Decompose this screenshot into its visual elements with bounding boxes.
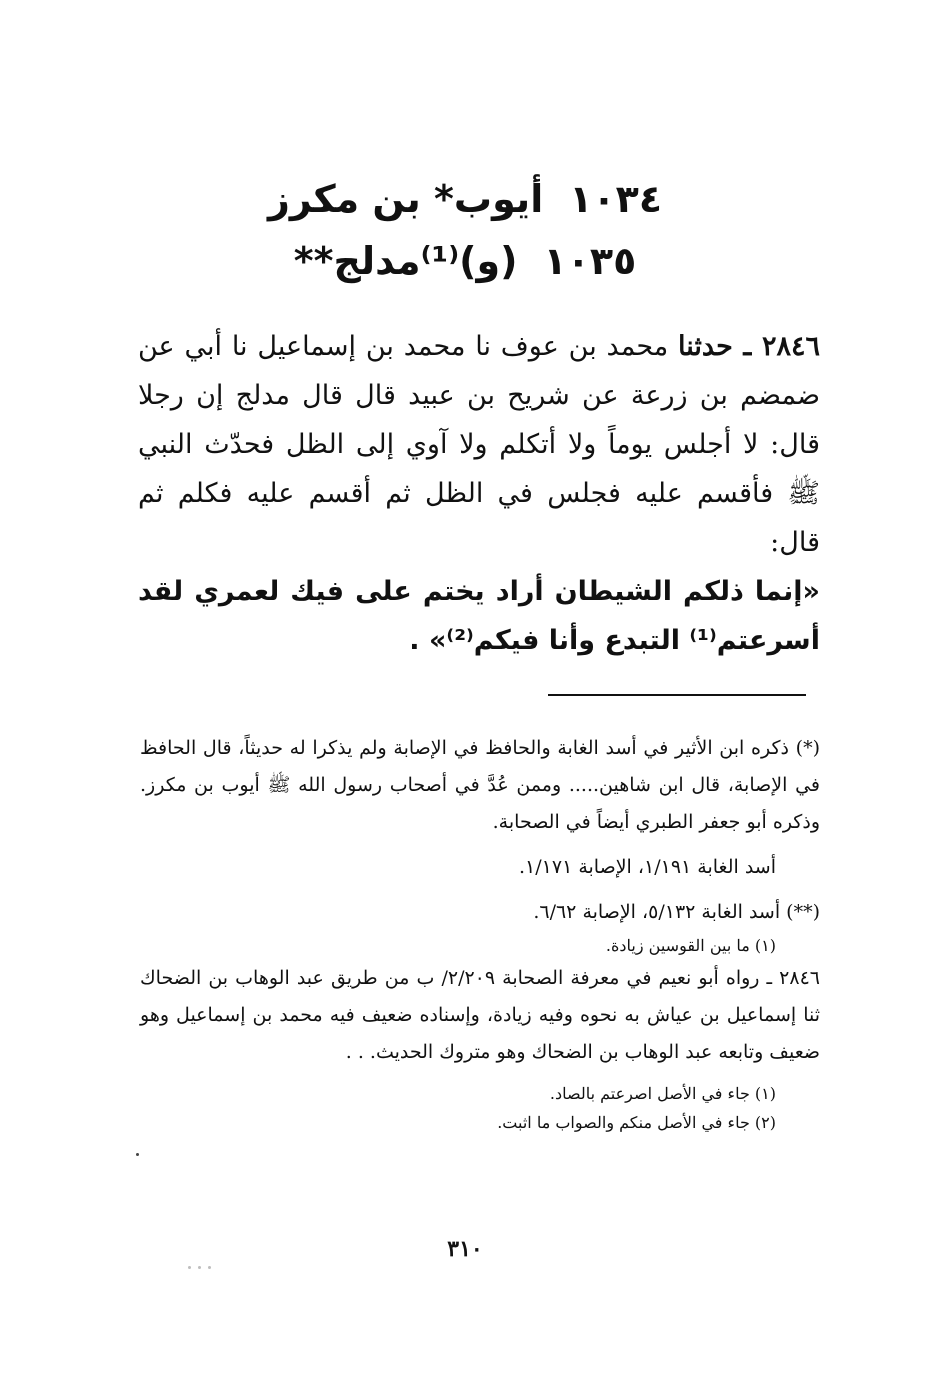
footnote-star-references: أسد الغابة ١/١٩١، الإصابة ١/١٧١. bbox=[519, 856, 776, 878]
entry-heading-ayyub bbox=[0, 168, 930, 230]
hadith-quote: «إنما ذلكم الشيطان أراد يختم على فيك لعمري لقد أسرعتم⁽¹⁾ التبدع وأنا فيكم⁽²⁾» . bbox=[138, 576, 820, 656]
page-number: ٣١٠ bbox=[447, 1236, 483, 1262]
footnote-2-original: (٢) جاء في الأصل منكم والصواب ما اثبت. bbox=[497, 1113, 776, 1132]
scan-speck bbox=[136, 1153, 139, 1156]
footnote-1-original: (١) جاء في الأصل اصرعتم بالصاد. bbox=[549, 1084, 776, 1103]
footnote-double-star: (**) أسد الغابة ٥/١٣٢، الإصابة ٦/٦٢. bbox=[533, 901, 820, 923]
scan-speck bbox=[188, 1266, 191, 1269]
footnote-takhrij: ٢٨٤٦ ـ رواه أبو نعيم في معرفة الصحابة ٢/٢٠٩/ ب من طريق عبد الوهاب بن الضحاك ثنا إسماعيل بن عياش به نحوه وفيه زيادة، وإسناده ضعيف فيه محمد بن إسماعيل وهو ضعيف وتابعه عبد الوهاب بن الضحاك وهو متروك الحديث. . . bbox=[140, 967, 820, 1063]
entry-heading-mudlij bbox=[0, 230, 930, 292]
scan-speck bbox=[198, 1266, 201, 1269]
entry-headings bbox=[0, 168, 930, 292]
entry-number: ١٠٣٥ bbox=[543, 239, 637, 283]
hadith-number-label: ٢٨٤٦ ـ حدثنا bbox=[678, 331, 820, 362]
footnotes bbox=[140, 730, 820, 1137]
entry-number: ١٠٣٤ bbox=[569, 177, 663, 221]
entry-title: (و)⁽¹⁾مدلج** bbox=[293, 239, 518, 283]
entry-title: أيوب* بن مكرز bbox=[267, 177, 544, 221]
hadith-text bbox=[138, 322, 820, 665]
scan-speck bbox=[208, 1266, 211, 1269]
footnote-1-brackets: (١) ما بين القوسين زيادة. bbox=[605, 936, 776, 955]
footnote-divider bbox=[548, 694, 806, 696]
hadith-isnad bbox=[138, 322, 820, 567]
hadith-body: محمد بن عوف نا محمد بن إسماعيل نا أبي عن ضمضم بن زرعة عن شريح بن عبيد قال قال مدلج إن رجلا قال: لا أجلس يوماً ولا أتكلم ولا آوي إلى الظل فحدّث النبي ﷺ فأقسم عليه فجلس في الظل ثم أقسم عليه فكلم ثم قال: bbox=[138, 331, 820, 558]
footnote-star: (*) ذكره ابن الأثير في أسد الغابة والحافظ في الإصابة ولم يذكرا له حديثاً، قال الحافظ في الإصابة، قال ابن شاهين..... وممن عُدَّ في أصحاب رسول الله ﷺ أيوب بن مكرز. وذكره أبو جعفر الطبري أيضاً في الصحابة. bbox=[140, 737, 820, 833]
